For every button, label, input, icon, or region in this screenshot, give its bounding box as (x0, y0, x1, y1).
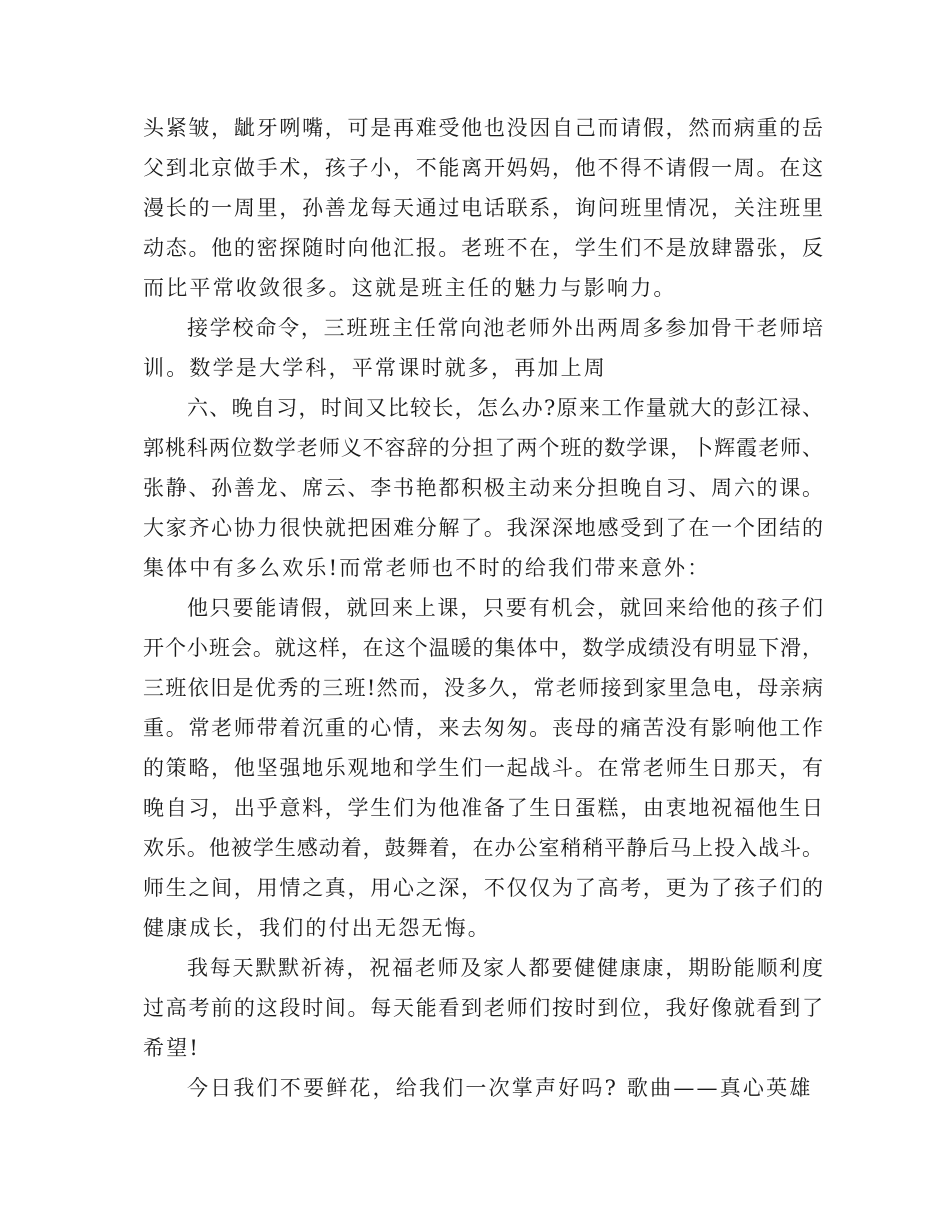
text-line: 的策略，他坚强地乐观地和学生们一起战斗。在常老师生日那天，有 (143, 756, 823, 780)
text-line: 而比平常收敛很多。这就是班主任的魅力与影响力。 (143, 276, 677, 300)
text-line: 动态。他的密探随时向他汇报。老班不在，学生们不是放肆嚣张，反 (143, 236, 823, 260)
text-line: 健康成长，我们的付出无怨无悔。 (143, 916, 491, 940)
text-line: 今日我们不要鲜花，给我们一次掌声好吗? 歌曲——真心英雄 (187, 1076, 813, 1100)
text-line: 师生之间，用情之真，用心之深，不仅仅为了高考，更为了孩子们的 (143, 876, 823, 900)
text-line: 集体中有多么欢乐!而常老师也不时的给我们带来意外： (143, 556, 711, 580)
text-line: 接学校命令，三班班主任常向池老师外出两周多参加骨干老师培 (187, 316, 823, 340)
text-line: 张静、孙善龙、席云、李书艳都积极主动来分担晚自习、周六的课。 (143, 476, 823, 500)
text-line: 父到北京做手术，孩子小，不能离开妈妈，他不得不请假一周。在这 (143, 156, 823, 180)
text-line: 开个小班会。就这样，在这个温暖的集体中，数学成绩没有明显下滑， (143, 636, 823, 660)
text-line: 训。数学是大学科，平常课时就多，再加上周 (143, 356, 607, 380)
text-line: 三班依旧是优秀的三班!然而，没多久，常老师接到家里急电，母亲病 (143, 676, 823, 700)
text-line: 我每天默默祈祷，祝福老师及家人都要健健康康，期盼能顺利度 (187, 956, 823, 980)
text-line: 希望! (143, 1036, 201, 1060)
text-line: 欢乐。他被学生感动着，鼓舞着，在办公室稍稍平静后马上投入战斗。 (143, 836, 823, 860)
text-line: 过高考前的这段时间。每天能看到老师们按时到位，我好像就看到了 (143, 996, 823, 1020)
text-line: 漫长的一周里，孙善龙每天通过电话联系，询问班里情况，关注班里 (143, 196, 823, 220)
text-line: 他只要能请假，就回来上课，只要有机会，就回来给他的孩子们 (187, 596, 823, 620)
text-line: 大家齐心协力很快就把困难分解了。我深深地感受到了在一个团结的 (143, 516, 823, 540)
text-line: 郭桃科两位数学老师义不容辞的分担了两个班的数学课，卜辉霞老师、 (143, 436, 823, 460)
text-line: 六、晚自习，时间又比较长，怎么办?原来工作量就大的彭江禄、 (187, 396, 823, 420)
text-line: 重。常老师带着沉重的心情，来去匆匆。丧母的痛苦没有影响他工作 (143, 716, 823, 740)
text-line: 头紧皱，龇牙咧嘴，可是再难受他也没因自己而请假，然而病重的岳 (143, 116, 823, 140)
document-body (143, 108, 823, 1108)
text-line: 晚自习，出乎意料，学生们为他准备了生日蛋糕，由衷地祝福他生日 (143, 796, 823, 820)
